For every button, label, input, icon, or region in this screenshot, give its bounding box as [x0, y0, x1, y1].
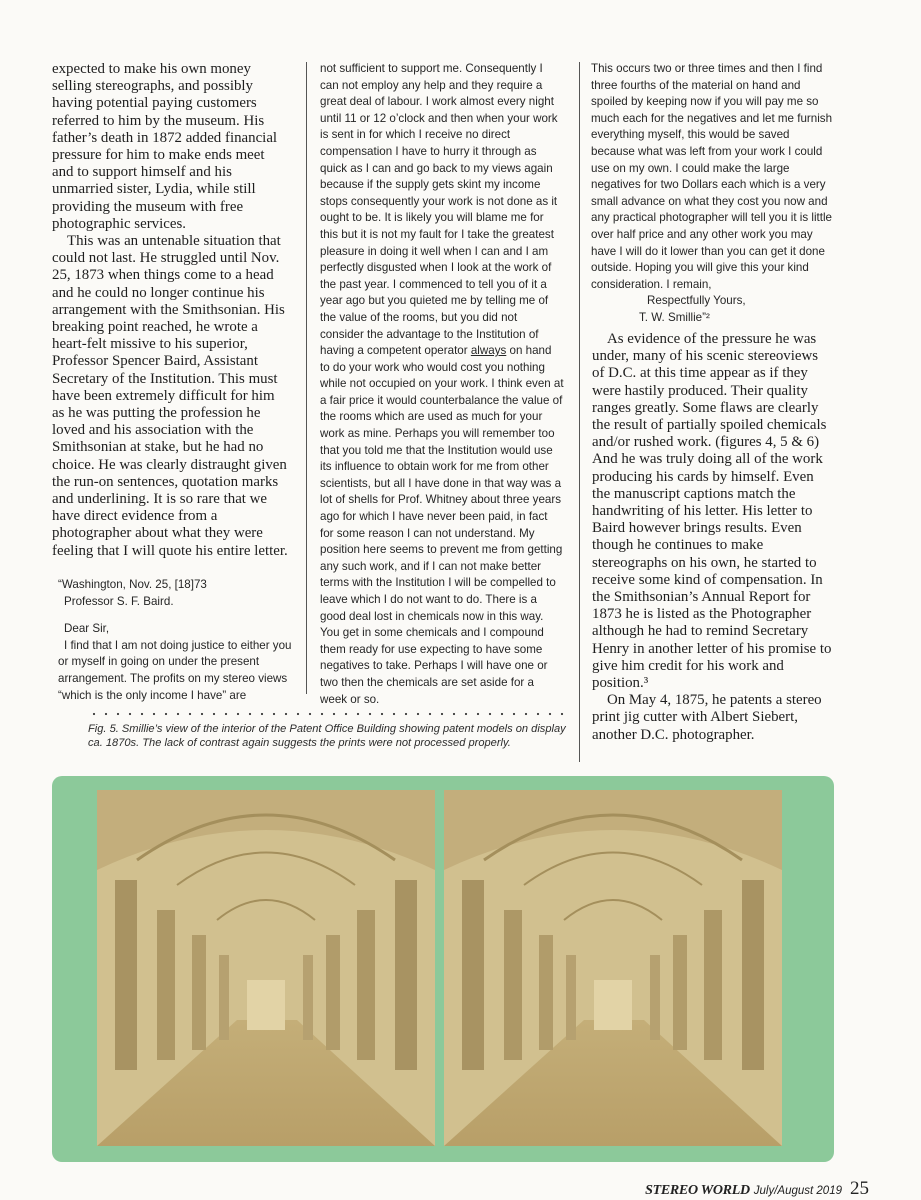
stereo-image-right [444, 790, 782, 1146]
hall-interior-illustration [97, 790, 435, 1146]
letter-date: “Washington, Nov. 25, [18]73 [58, 578, 207, 591]
page-number: 25 [850, 1178, 869, 1199]
caption-dotted-rule [88, 712, 568, 716]
body-paragraph: expected to make his own money selling stereographs, and possibly having potential paying customers referred to him by the museum. His father’s death in 1872 added financial pressure for him to make ends meet and to support himself and his unmarried sister, Lydia, while still providing the museum with free photographic services. [52, 61, 278, 232]
letter-closing: Respectfully Yours, [647, 294, 746, 308]
column-3-body [592, 331, 834, 744]
page-footer [645, 1178, 869, 1200]
magazine-name: STEREO WORLD [645, 1183, 750, 1198]
letter-addressee: Professor S. F. Baird. [64, 594, 174, 608]
column-rule [579, 62, 580, 762]
figure-caption: Fig. 5. Smillie’s view of the interior of the Patent Office Building showing patent models on display ca. 1870s. The lack of contrast again suggests the prints were not processed properly. [88, 723, 566, 750]
letter-text: on hand to do your work who would cost you nothing while not occupied on your work. I think even at a fair price it would counterbalance the value of the rooms which are used as much for your work as mine. Perhaps you will remember too that you told me that the Institution would use its influence to obtain work for me from other scientists, but all I have done in that way was a lot of shells for Prof. Whitney about three years ago for which I have never been paid, in fact for some reason I can not understand. My position here seems to prevent me from getting any such work, and if I can not make better terms with the Institution I will be compelled to leave which I do not want to do. There is a good deal lost in chemicals now in this way. You get in some chemicals and I compound them ready for use expecting to have some negatives to take. Perhaps I will have one or two then the chemicals are set aside for a week or so. [320, 344, 564, 706]
letter-text: not sufficient to support me. Consequently I can not employ any help and they require a great deal of labour. I work almost every night until 11 or 12 o’clock and then when your work is sent in for which I receive no direct compensation I have to hurry it through as quick as I can and go back to my views again because if the supply gets skint my income stops consequently your work is not done as it ought to be. It is likely you will blame me for this but it is not my fault for I take the greatest pleasure in doing it well when I can and I am perfectly disgusted when I look at the work of the past year. I commenced to tell you of it a year ago but you quieted me by telling me of the value of the rooms, but you did not consider the advantage to the Institution of having a competent operator [320, 62, 558, 358]
column-2 [320, 61, 564, 708]
letter-paragraph: This occurs two or three times and then I find three fourths of the material on hand and spoiled by keeping now if you will pay me so much each for the negatives and let me furnish everything myself, this would be saved because what was left from your work I could use on my own. I could make the large negatives for two Dollars each which is a very small advance on what they cost you now and any practical photographer will tell you it is little over half price and any other work you may have I will do it lower than you can get it done outside. Hoping you will give this your kind consideration. I remain, [591, 62, 833, 291]
letter-closing-block [591, 61, 835, 327]
body-paragraph: On May 4, 1875, he patents a stereo print jig cutter with Albert Siebert, another D.C. photographer. [592, 692, 822, 743]
underlined-word: always [470, 344, 507, 358]
letter-paragraph [320, 61, 564, 708]
letter-paragraph: I find that I am not doing justice to either you or myself in going on under the present arrangement. The profits on my stereo views “which is the only income I have” are [58, 638, 292, 702]
letter-salutation: Dear Sir, [64, 622, 110, 636]
letter-signature: T. W. Smillie”² [639, 310, 710, 324]
letter-opening [58, 577, 296, 704]
stereoview-card [52, 776, 834, 1162]
column-1 [52, 61, 288, 560]
body-paragraph: This was an untenable situation that could not last. He struggled until Nov. 25, 1873 when things come to a head and he could no longer continue his arrangement with the Smithsonian. His breaking point reached, he wrote a heart-felt missive to his superior, Professor Spencer Baird, Assistant Secretary of the Institution. This must have been extremely difficult for him as he was putting the profession he loved and his association with the Smithsonian at stake, but he had no choice. He was clearly distraught given the run-on sentences, quotation marks and underlining. It is so rare that we have direct evidence from a photographer about what they were feeling that I will quote his entire letter. [52, 233, 288, 559]
hall-interior-illustration [444, 790, 782, 1146]
stereo-image-left [97, 790, 435, 1146]
body-paragraph: As evidence of the pressure he was under, many of his scenic stereoviews of D.C. at this time appear as if they were hastily produced. Their quality ranges greatly. Some flaws are clearly the result of partially spoiled chemicals and/or rushed work. (figures 4, 5 & 6) And he was truly doing all of the work producing his cards by himself. Even the manuscript captions match the handwriting of his letter. His letter to Baird however brings results. Even though he continues to make stereographs on his own, he started to receive some kind of compensation. In the Smithsonian’s Annual Report for 1873 he is listed as the Photographer although he had to remind Secretary Henry in another letter of his promise to give him credit for his work and position.³ [592, 331, 832, 692]
issue-date: July/August 2019 [753, 1185, 842, 1197]
column-rule [306, 62, 307, 694]
